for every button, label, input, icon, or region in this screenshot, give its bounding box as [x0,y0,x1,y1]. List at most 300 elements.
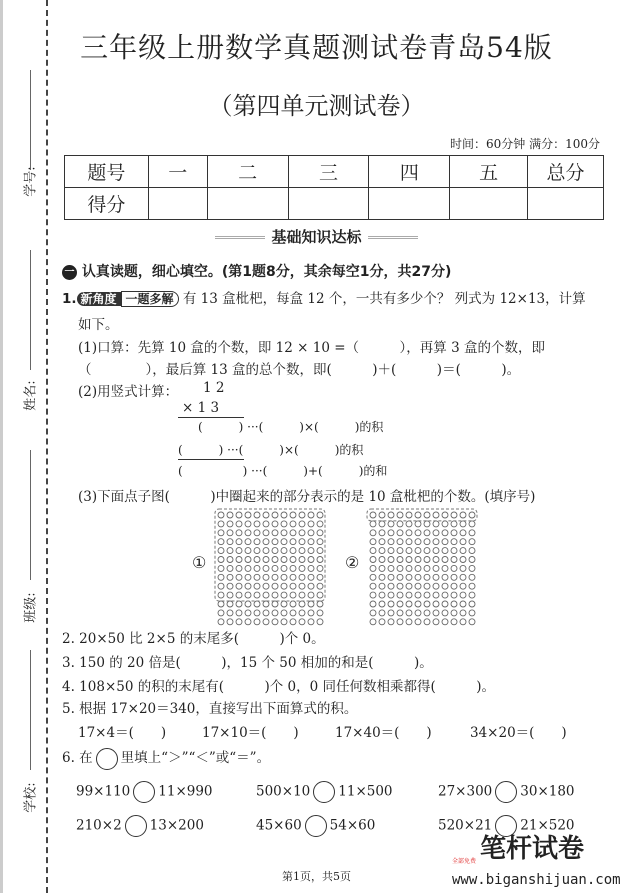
dot [308,530,314,536]
calc-row: ( ) ···( )×( )的积 [178,443,364,457]
dot [442,592,448,598]
part1-heading [62,261,451,281]
dot [281,530,287,536]
circle-icon [96,748,118,770]
dot [281,521,287,527]
dot [460,574,466,580]
dot [227,512,233,518]
page-title: 三年级上册数学真题测试卷青岛54版 [80,31,553,64]
dot [433,521,439,527]
dot [245,601,251,607]
calc-row: ( ) ···( )+( )的和 [178,464,388,478]
comparison-item [256,815,375,837]
q1-line [62,287,586,307]
dot [317,521,323,527]
field-line [30,650,31,770]
dot [433,619,439,625]
dot [424,619,430,625]
dot [370,583,376,589]
dot [433,512,439,518]
dot [424,539,430,545]
dot [281,548,287,554]
dot [397,574,403,580]
dot [451,530,457,536]
dot [299,548,305,554]
dot [406,592,412,598]
logo-free-text: 全部免费 [452,858,477,865]
dot [397,557,403,563]
dot [460,610,466,616]
comparison-item [438,781,575,803]
dot [254,557,260,563]
field-line [30,250,31,370]
dot [415,574,421,580]
dot [433,592,439,598]
dot [433,548,439,554]
dot [451,583,457,589]
dot [245,548,251,554]
dot [415,548,421,554]
dot [406,583,412,589]
selection-outline [367,509,477,521]
dot [442,557,448,563]
dot [379,601,385,607]
dot [299,557,305,563]
dot [290,583,296,589]
dot [272,583,278,589]
dot [308,521,314,527]
dot [451,557,457,563]
dot [388,574,394,580]
dot [263,583,269,589]
dot [290,548,296,554]
dot [460,557,466,563]
dot [245,557,251,563]
dot [424,592,430,598]
class-label: 班级: [23,592,39,623]
header-cell: 二 [207,156,288,188]
page-number: 第1页，共5页 [282,870,351,883]
dot [227,548,233,554]
dot [424,610,430,616]
dot [218,592,224,598]
dot [218,619,224,625]
dot [397,530,403,536]
dot [406,548,412,554]
logo: 笔杆试卷 [480,834,585,864]
dot [245,619,251,625]
dot [406,565,412,571]
dot [406,557,412,563]
dot [317,574,323,580]
dot [308,583,314,589]
dot [236,557,242,563]
dot [469,574,475,580]
dot [308,557,314,563]
dot [290,619,296,625]
dot [451,592,457,598]
dot [415,610,421,616]
dot [281,565,287,571]
dot [254,574,260,580]
left-expr: 210×2 [76,817,122,834]
calc-line [178,459,244,460]
dot [469,601,475,607]
dot [227,583,233,589]
q1-part1b: （ ），最后算 13 盒的总个数，即( )＋( )＝( )。 [78,362,521,378]
dot [415,521,421,527]
dot [236,565,242,571]
dot [263,574,269,580]
dot [218,557,224,563]
dot [281,601,287,607]
dot [317,512,323,518]
dot [424,565,430,571]
dot [281,592,287,598]
dot [272,539,278,545]
dot [227,557,233,563]
dot [308,512,314,518]
logo-url: www.biganshijuan.com [452,872,621,888]
dot [370,539,376,545]
dot [415,512,421,518]
dot [236,539,242,545]
q1-text: 有 13 盒枇杷，每盒 12 个，一共有多少个？ 列式为 12×13，计算 [182,291,586,307]
dot [388,548,394,554]
dot [263,521,269,527]
dot [460,548,466,554]
left-border [0,0,3,893]
dot [469,548,475,554]
comparison-item [256,781,393,803]
dot [442,521,448,527]
compare-circle[interactable] [305,815,327,837]
dot [451,574,457,580]
dot [397,601,403,607]
dot [388,565,394,571]
dot [451,521,457,527]
compare-circle[interactable] [495,781,517,803]
score-cell[interactable] [148,188,207,220]
q1-text2: 如下。 [78,317,119,333]
dot [263,565,269,571]
dot [433,557,439,563]
dot [460,521,466,527]
dot [397,619,403,625]
dot [370,512,376,518]
dot [388,512,394,518]
dot [406,610,412,616]
dot [290,601,296,607]
dot [379,610,385,616]
dot [317,565,323,571]
dot [397,610,403,616]
dot [245,539,251,545]
dot [272,530,278,536]
dot [281,557,287,563]
dot [433,574,439,580]
dot [451,539,457,545]
q6-pre: 6. 在 [62,750,93,766]
dot [227,574,233,580]
dot [406,530,412,536]
dot [388,601,394,607]
compare-circle[interactable] [313,781,335,803]
dot [236,610,242,616]
dot [263,592,269,598]
dot [379,592,385,598]
q5-item: 34×20＝( ) [470,725,567,741]
dot [236,530,242,536]
dot [388,557,394,563]
dot [460,530,466,536]
score-cell[interactable] [450,188,528,220]
dot [469,557,475,563]
right-expr: 21×520 [520,817,575,834]
dot [254,530,260,536]
student-id-label: 学号: [23,166,39,197]
q2-text: 2. 20×50 比 2×5 的末尾多( )个 0。 [62,631,325,647]
dot [308,610,314,616]
dot [442,610,448,616]
dot [272,619,278,625]
dot [406,512,412,518]
dot [254,601,260,607]
dot [451,565,457,571]
dot [245,530,251,536]
dot [236,592,242,598]
dot [263,548,269,554]
vertical-multiplier: × 1 3 [182,400,220,416]
q6-post: 里填上“＞”“＜”或“＝”。 [120,750,271,766]
dot [370,592,376,598]
q5-item: 17×10＝( ) [202,725,299,741]
dot [290,512,296,518]
dot [281,539,287,545]
dot [442,512,448,518]
dot [299,574,305,580]
dot [227,601,233,607]
dot [424,512,430,518]
dot [451,512,457,518]
dot [308,548,314,554]
score-cell[interactable] [528,188,604,220]
dot [442,583,448,589]
dot [272,521,278,527]
right-expr: 54×60 [329,817,376,834]
q4-text: 4. 108×50 的积的末尾有( )个 0，0 同任何数相乘都得( )。 [62,679,496,695]
dot [236,601,242,607]
score-cell[interactable] [288,188,369,220]
dot [281,512,287,518]
dot [299,530,305,536]
dot [245,521,251,527]
dot [308,619,314,625]
dot [218,539,224,545]
dot [469,530,475,536]
comparison-item [76,781,213,803]
dot [245,610,251,616]
dot [290,557,296,563]
dot [370,574,376,580]
score-cell[interactable] [207,188,288,220]
q5-item: 17×40＝( ) [335,725,432,741]
dot [317,557,323,563]
dot [442,548,448,554]
dot [263,557,269,563]
dot [469,521,475,527]
dot [299,619,305,625]
dot [236,574,242,580]
dot [218,610,224,616]
header-cell: 一 [148,156,207,188]
score-table [64,155,604,220]
dot [370,565,376,571]
compare-circle[interactable] [133,781,155,803]
compare-circle[interactable] [125,815,147,837]
dot [379,619,385,625]
dot [272,548,278,554]
dot [460,512,466,518]
dot [227,521,233,527]
dot [388,521,394,527]
dot [308,592,314,598]
header-cell: 五 [450,156,528,188]
dot [236,619,242,625]
dot [469,583,475,589]
dot [263,530,269,536]
dot [317,548,323,554]
dot [433,530,439,536]
dot [254,592,260,598]
dot [254,512,260,518]
dot [227,565,233,571]
dot [281,583,287,589]
dot [370,521,376,527]
dot [415,530,421,536]
dot [460,583,466,589]
dot [236,521,242,527]
dot [299,512,305,518]
dot [308,539,314,545]
dot [388,539,394,545]
dot [272,557,278,563]
dot [227,530,233,536]
binding-line [46,0,48,893]
q3-text: 3. 150 的 20 倍是( )，15 个 50 相加的和是( )。 [62,655,433,671]
dot [227,539,233,545]
dot [397,565,403,571]
dot [245,512,251,518]
dot [397,521,403,527]
section-title [0,226,633,247]
dot [406,601,412,607]
dot [299,583,305,589]
dot [406,619,412,625]
option-1-label: ① [192,553,207,572]
dot [424,548,430,554]
dot [308,601,314,607]
left-expr: 45×60 [256,817,302,834]
calc-row: ( ) ···( )×( )的积 [198,420,384,434]
dot [254,521,260,527]
dot [290,574,296,580]
part-number-icon: 一 [62,265,77,280]
dot [388,619,394,625]
dot [424,601,430,607]
dot [245,574,251,580]
vertical-multiplicand: 1 2 [203,380,225,396]
dot [254,610,260,616]
header-cell: 四 [369,156,450,188]
dot [460,592,466,598]
dot [290,592,296,598]
q1-number: 1. [62,291,77,307]
dot [317,610,323,616]
dot [424,557,430,563]
dot [370,601,376,607]
dot [281,610,287,616]
dot [227,592,233,598]
dot [272,565,278,571]
dot [227,610,233,616]
dot [415,592,421,598]
dot [469,610,475,616]
dot [433,583,439,589]
dot [388,592,394,598]
dot [299,565,305,571]
q5-text: 5. 根据 17×20＝340，直接写出下面算式的积。 [62,701,358,717]
dot [379,557,385,563]
dot [388,610,394,616]
dot [424,574,430,580]
time-info: 时间：60分钟 满分：100分 [450,137,600,151]
new-angle-badge: 新角度 [77,292,121,306]
dot [245,592,251,598]
header-cell: 三 [288,156,369,188]
dot [415,601,421,607]
dot [460,565,466,571]
dot [451,601,457,607]
dot [218,548,224,554]
dot [290,521,296,527]
score-cell[interactable] [369,188,450,220]
dot [433,539,439,545]
dot [299,592,305,598]
right-expr: 11×990 [158,783,213,800]
dot [460,601,466,607]
q1-part1a: (1)口算：先算 10 盒的个数，即 12 × 10 =（ ），再算 3 盒的个数，即 [78,340,545,356]
dot [433,565,439,571]
dot [370,548,376,554]
dot [379,574,385,580]
dot [406,539,412,545]
left-expr: 500×10 [256,783,311,800]
school-label: 学校: [23,782,39,813]
dot [263,601,269,607]
q5-item: 17×4＝( ) [78,725,167,741]
dot [424,583,430,589]
dot [406,521,412,527]
dot [290,539,296,545]
q1-part3: (3)下面点子图( )中圈起来的部分表示的是 10 盒枇杷的个数。(填序号) [78,489,536,505]
dot [236,548,242,554]
dot [415,539,421,545]
right-expr: 11×500 [338,783,393,800]
dot [236,512,242,518]
dot [272,610,278,616]
dot [263,512,269,518]
